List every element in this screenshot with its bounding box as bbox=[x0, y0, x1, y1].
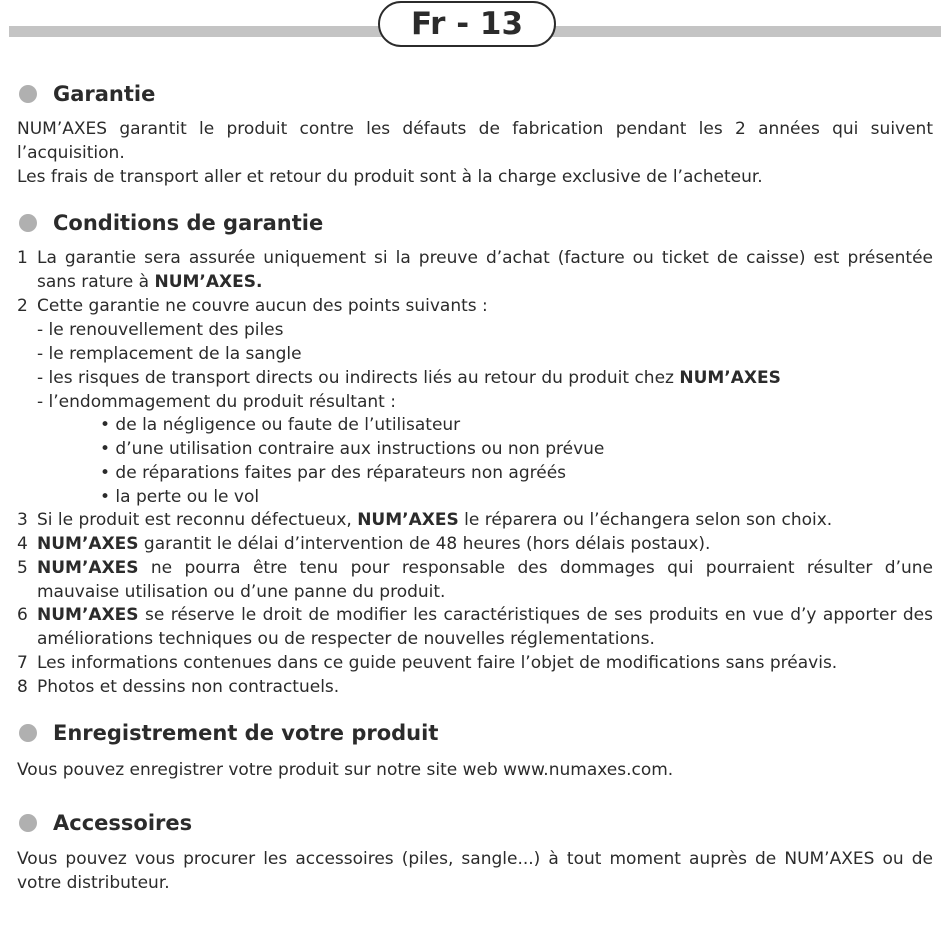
list-item-7 bbox=[17, 651, 933, 675]
list-item-body bbox=[37, 246, 933, 294]
item-text: se réserve le droit de modifier les caractéristiques de ses produits en vue d’y apporter des améliorations techniques ou de respecter de nouvelles réglementations. bbox=[37, 605, 933, 649]
item-text: La garantie sera assurée uniquement si la preuve d’achat (facture ou ticket de caisse) est présentée sans rature à bbox=[37, 248, 933, 292]
section-title: Conditions de garantie bbox=[53, 211, 324, 235]
list-item-6 bbox=[17, 603, 933, 651]
list-number: 2 bbox=[17, 296, 28, 316]
bullet-item-perte: • la perte ou le vol bbox=[100, 487, 260, 507]
list-item-1 bbox=[17, 246, 933, 294]
section-title: Enregistrement de votre produit bbox=[53, 721, 439, 745]
sub-item-transport bbox=[37, 366, 781, 390]
bullet-item-negligence: • de la négligence ou faute de l’utilisateur bbox=[100, 415, 461, 435]
section-heading-accessoires bbox=[19, 811, 192, 835]
bullet-dot-icon bbox=[19, 814, 37, 832]
garantie-paragraph-1: NUM’AXES garantit le produit contre les défauts de fabrication pendant les 2 années qui suivent l’acquisition. bbox=[17, 119, 933, 163]
item-text: - les risques de transport directs ou indirects liés au retour du produit chez bbox=[37, 368, 680, 388]
list-number: 8 bbox=[17, 677, 28, 697]
garantie-paragraph-2: Les frais de transport aller et retour du produit sont à la charge exclusive de l’acheteur. bbox=[17, 167, 763, 187]
bullet-dot-icon bbox=[19, 214, 37, 232]
list-item-8 bbox=[17, 675, 933, 699]
list-number: 4 bbox=[17, 534, 28, 554]
page-number-badge: Fr - 13 bbox=[378, 1, 556, 47]
list-number: 1 bbox=[17, 248, 28, 268]
bullet-item-reparations: • de réparations faites par des réparateurs non agréés bbox=[100, 463, 567, 483]
accessoires-paragraph: Vous pouvez vous procurer les accessoires (piles, sangle...) à tout moment auprès de NUM’AXES ou de votre distributeur. bbox=[17, 849, 933, 893]
list-item-body bbox=[37, 603, 933, 651]
brand-name: NUM’AXES. bbox=[154, 272, 263, 292]
bullet-dot-icon bbox=[19, 85, 37, 103]
list-item-body bbox=[37, 532, 933, 556]
section-title: Accessoires bbox=[53, 811, 193, 835]
list-item-body: Photos et dessins non contractuels. bbox=[37, 677, 340, 697]
list-number: 6 bbox=[17, 605, 28, 625]
sub-item-piles: - le renouvellement des piles bbox=[37, 320, 284, 340]
item-text: garantit le délai d’intervention de 48 heures (hors délais postaux). bbox=[138, 534, 711, 554]
list-item-body: Les informations contenues dans ce guide peuvent faire l’objet de modifications sans préavis. bbox=[37, 653, 838, 673]
enregistrement-paragraph: Vous pouvez enregistrer votre produit sur notre site web www.numaxes.com. bbox=[17, 760, 674, 780]
section-heading-conditions bbox=[19, 211, 323, 235]
brand-name: NUM’AXES bbox=[37, 558, 139, 578]
list-number: 3 bbox=[17, 510, 28, 530]
list-item-5 bbox=[17, 556, 933, 604]
section-title: Garantie bbox=[53, 82, 156, 106]
bullet-dot-icon bbox=[19, 724, 37, 742]
brand-name: NUM’AXES bbox=[37, 605, 139, 625]
list-item-body bbox=[37, 508, 933, 532]
brand-name: NUM’AXES bbox=[37, 534, 139, 554]
list-item-body bbox=[37, 556, 933, 604]
item-text: Si le produit est reconnu défectueux, bbox=[37, 510, 358, 530]
list-item-4 bbox=[17, 532, 933, 556]
brand-name: NUM’AXES bbox=[357, 510, 459, 530]
bullet-item-utilisation: • d’une utilisation contraire aux instructions ou non prévue bbox=[100, 439, 605, 459]
list-number: 5 bbox=[17, 558, 28, 578]
list-item-body: Cette garantie ne couvre aucun des points suivants : bbox=[37, 296, 488, 316]
section-heading-garantie bbox=[19, 82, 155, 106]
item-text: le réparera ou l’échangera selon son choix. bbox=[458, 510, 833, 530]
sub-item-endommagement: - l’endommagement du produit résultant : bbox=[37, 392, 396, 412]
list-item-3 bbox=[17, 508, 933, 532]
item-text: ne pourra être tenu pour responsable des dommages qui pourraient résulter d’une mauvaise utilisation ou d’une panne du produit. bbox=[37, 558, 933, 602]
section-heading-enregistrement bbox=[19, 721, 438, 745]
list-item-2 bbox=[17, 294, 933, 318]
sub-item-sangle: - le remplacement de la sangle bbox=[37, 344, 302, 364]
brand-name: NUM’AXES bbox=[679, 368, 781, 388]
list-number: 7 bbox=[17, 653, 28, 673]
